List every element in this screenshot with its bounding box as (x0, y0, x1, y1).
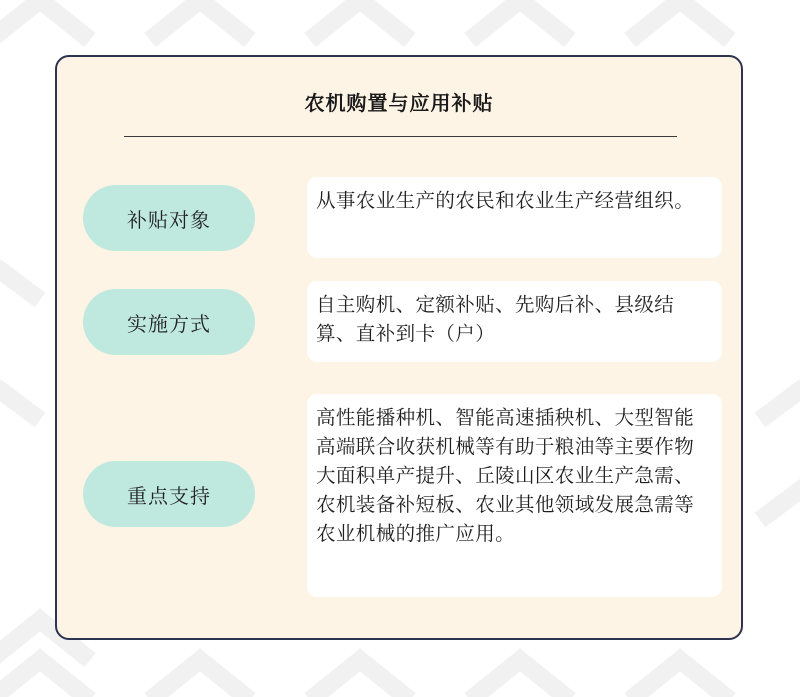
label-pill-implementation: 实施方式 (83, 289, 255, 355)
card-title: 农机购置与应用补贴 (304, 91, 494, 115)
label-pill-key-support: 重点支持 (83, 461, 255, 527)
subsidy-info-card (55, 55, 743, 640)
label-pill-subsidy-target: 补贴对象 (83, 185, 255, 251)
content-implementation: 自主购机、定额补贴、先购后补、县级结算、直补到卡（户） (307, 281, 722, 362)
title-divider (124, 136, 677, 137)
content-subsidy-target: 从事农业生产的农民和农业生产经营组织。 (307, 177, 722, 258)
content-key-support: 高性能播种机、智能高速插秧机、大型智能高端联合收获机械等有助于粮油等主要作物大面积单产提升、丘陵山区农业生产急需、农机装备补短板、农业其他领域发展急需等农业机械的推广应用。 (307, 394, 722, 597)
